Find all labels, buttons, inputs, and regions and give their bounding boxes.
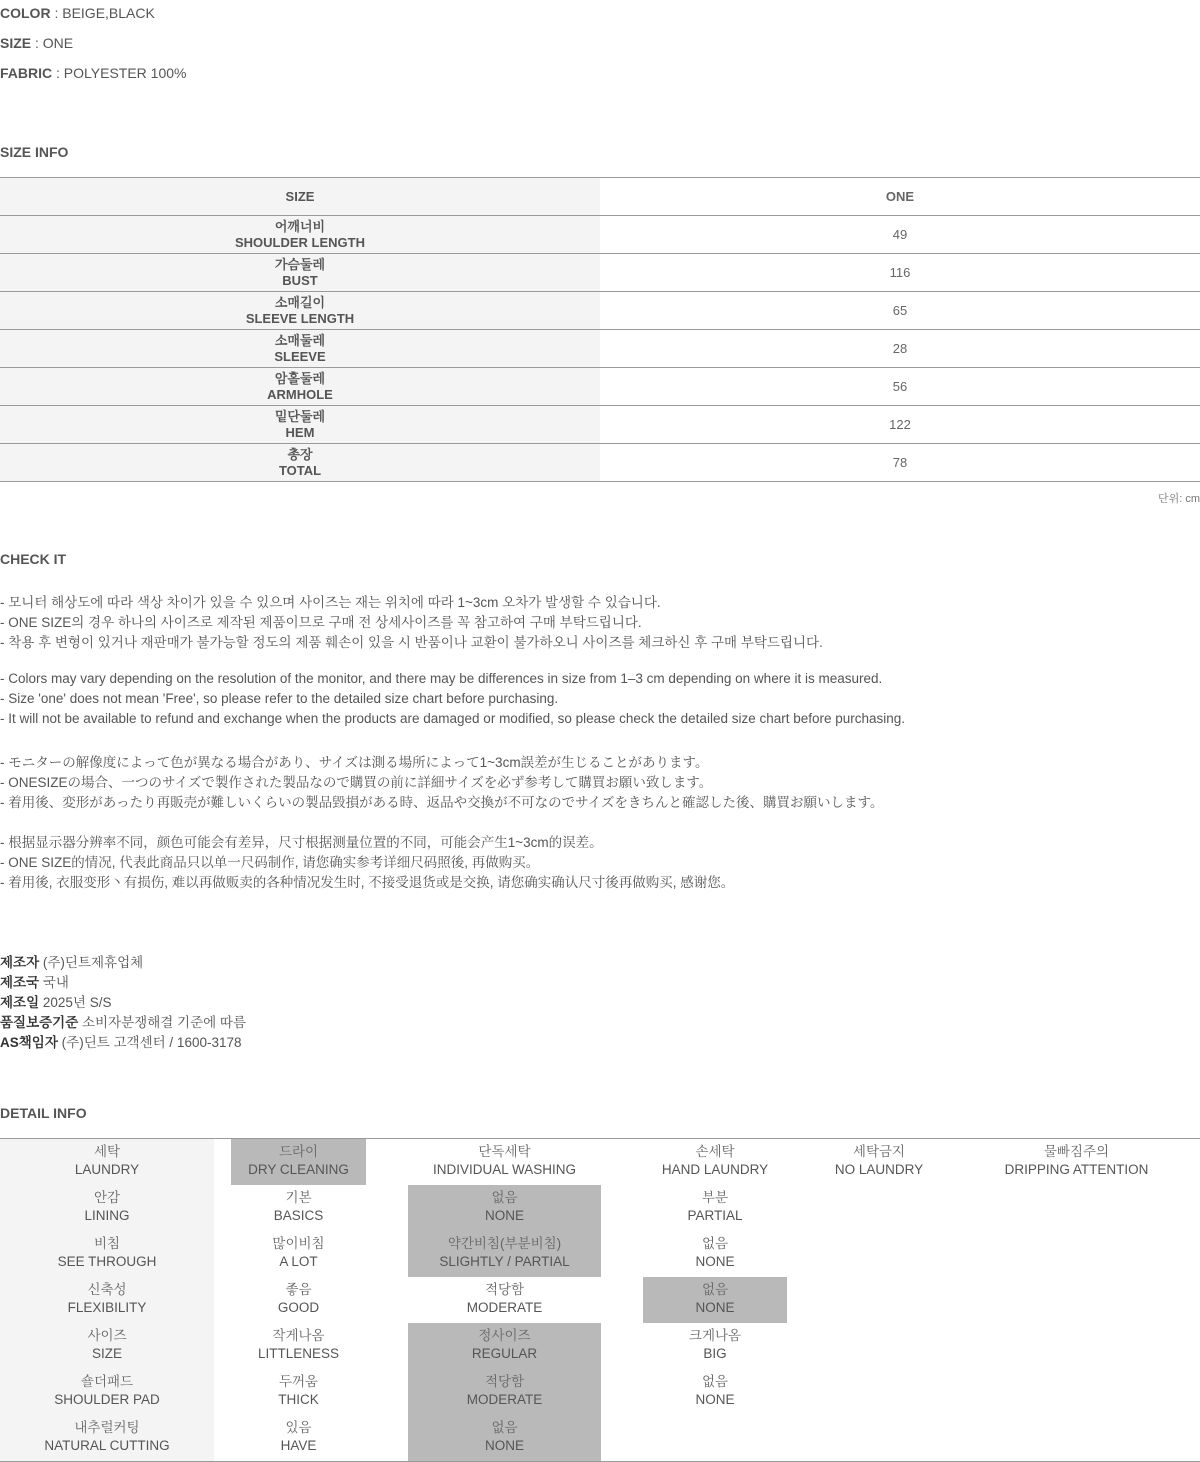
detail-option bbox=[800, 1139, 958, 1185]
detail-option-ko: 없음 bbox=[701, 1374, 729, 1389]
size-info-title: SIZE INFO bbox=[0, 144, 69, 160]
color-label: COLOR bbox=[0, 5, 51, 21]
detail-label-en: LAUNDRY bbox=[74, 1162, 140, 1177]
color-value: : BEIGE,BLACK bbox=[54, 5, 155, 21]
detail-option-en: DRIPPING ATTENTION bbox=[1004, 1162, 1149, 1177]
detail-option-ko: 크게나옴 bbox=[688, 1328, 742, 1343]
detail-option bbox=[643, 1185, 787, 1231]
manufacturer-value: (주)딘트제휴업체 bbox=[42, 955, 144, 970]
manufacturer-label: 제조일 bbox=[0, 995, 40, 1010]
size-header-label: SIZE bbox=[0, 178, 600, 216]
note-zh-line: - 根据显示器分辨率不同，颜色可能会有差异，尺寸根据测量位置的不同，可能会产生1~3cm的误差。 bbox=[0, 835, 603, 850]
size-row-value: 78 bbox=[600, 444, 1200, 482]
check-it-title: CHECK IT bbox=[0, 551, 67, 567]
table-row bbox=[0, 292, 1200, 330]
detail-option bbox=[408, 1277, 601, 1323]
detail-label-ko: 안감 bbox=[93, 1190, 121, 1205]
detail-label-ko: 신축성 bbox=[87, 1282, 127, 1297]
size-row-label-en: BUST bbox=[282, 272, 318, 288]
detail-option bbox=[408, 1139, 601, 1185]
detail-row-label bbox=[0, 1185, 214, 1231]
note-ko-line: - ONE SIZE의 경우 하나의 사이즈로 제작된 제품이므로 구매 전 상세사이즈를 꼭 참고하여 구매 부탁드립니다. bbox=[0, 615, 642, 630]
manufacturer-line bbox=[0, 1031, 242, 1051]
detail-option-ko: 작게나옴 bbox=[272, 1328, 325, 1343]
detail-option bbox=[231, 1323, 366, 1369]
detail-option-ko: 두꺼움 bbox=[278, 1374, 319, 1389]
manufacturer-label: 품질보증기준 bbox=[0, 1015, 79, 1030]
detail-option-ko: 드라이 bbox=[278, 1144, 319, 1159]
detail-row-label bbox=[0, 1231, 214, 1277]
detail-option bbox=[643, 1231, 787, 1277]
manufacturer-label: 제조자 bbox=[0, 955, 40, 970]
detail-row-label bbox=[0, 1323, 214, 1369]
detail-label-en: SHOULDER PAD bbox=[54, 1392, 160, 1407]
detail-option bbox=[231, 1415, 366, 1461]
detail-option-en: GOOD bbox=[277, 1300, 320, 1315]
detail-option-en: SLIGHTLY / PARTIAL bbox=[439, 1254, 570, 1269]
detail-option-en: LITTLENESS bbox=[257, 1346, 340, 1361]
color-info bbox=[0, 5, 155, 21]
detail-option bbox=[965, 1139, 1188, 1185]
detail-option-selected bbox=[408, 1231, 601, 1277]
size-row-value: 56 bbox=[600, 368, 1200, 406]
detail-row-label bbox=[0, 1139, 214, 1185]
size-header-value: ONE bbox=[600, 178, 1200, 216]
manufacturer-value: 소비자분쟁해결 기준에 따름 bbox=[82, 1015, 247, 1030]
detail-option-en: INDIVIDUAL WASHING bbox=[432, 1162, 576, 1177]
table-row bbox=[0, 254, 1200, 292]
table-row bbox=[0, 368, 1200, 406]
manufacturer-value: 국내 bbox=[42, 975, 69, 990]
table-row bbox=[0, 216, 1200, 254]
note-en-line: - Size 'one' does not mean 'Free', so please refer to the detailed size chart before purchasing. bbox=[0, 691, 559, 706]
unit-note: 단위: cm bbox=[1157, 493, 1200, 505]
note-ja-line: - モニターの解像度によって色が異なる場合があり、サイズは測る場所によって1~3cm誤差が生じることがあります。 bbox=[0, 755, 709, 770]
fabric-info bbox=[0, 65, 186, 81]
detail-label-ko: 세탁 bbox=[93, 1144, 121, 1159]
size-row-label-ko: 소매둘레 bbox=[274, 332, 326, 348]
detail-option bbox=[231, 1185, 366, 1231]
detail-option-ko: 적당함 bbox=[484, 1374, 525, 1389]
detail-option bbox=[231, 1231, 366, 1277]
detail-option-ko: 적당함 bbox=[484, 1282, 525, 1297]
note-ja-line: - 着用後、変形があったり再販売が難しいくらいの製品毀損がある時、返品や交換が不可なのでサイズをきちんと確認した後、購買お願いします。 bbox=[0, 795, 884, 810]
detail-label-en: SIZE bbox=[91, 1346, 122, 1361]
detail-option-selected bbox=[408, 1185, 601, 1231]
detail-option bbox=[231, 1369, 366, 1415]
detail-option-en: DRY CLEANING bbox=[248, 1162, 349, 1177]
detail-option-selected bbox=[408, 1369, 601, 1415]
table-row bbox=[0, 444, 1200, 482]
detail-option-ko: 있음 bbox=[285, 1420, 312, 1435]
detail-label-ko: 숄더패드 bbox=[80, 1374, 134, 1389]
note-zh-line: - 着用後, 衣服变形丶有损伤, 难以再做贩卖的各种情况发生时, 不接受退货或是交换, 请您确实确认尺寸後再做购买, 感谢您。 bbox=[0, 875, 735, 890]
detail-option-en: BASICS bbox=[273, 1208, 324, 1223]
detail-option-en: PARTIAL bbox=[687, 1208, 743, 1223]
manufacturer-value: (주)딘트 고객센터 / 1600-3178 bbox=[61, 1035, 242, 1050]
detail-option-en: HAVE bbox=[280, 1438, 317, 1453]
size-row-value: 49 bbox=[600, 216, 1200, 254]
size-table bbox=[0, 177, 1200, 482]
detail-option bbox=[231, 1277, 366, 1323]
detail-label-ko: 내추럴커팅 bbox=[74, 1420, 140, 1435]
detail-option-ko: 기본 bbox=[285, 1190, 312, 1205]
detail-label-en: SEE THROUGH bbox=[57, 1254, 157, 1269]
manufacturer-line bbox=[0, 971, 69, 991]
table-row bbox=[0, 330, 1200, 368]
detail-option-selected bbox=[408, 1415, 601, 1461]
size-row-label bbox=[0, 444, 600, 482]
size-row-label-en: ARMHOLE bbox=[267, 386, 333, 402]
manufacturer-label: AS책임자 bbox=[0, 1035, 58, 1050]
detail-option-en: HAND LAUNDRY bbox=[661, 1162, 769, 1177]
size-row-value: 122 bbox=[600, 406, 1200, 444]
detail-option-en: A LOT bbox=[279, 1254, 318, 1269]
detail-option-selected bbox=[408, 1323, 601, 1369]
detail-label-ko: 비침 bbox=[93, 1236, 121, 1251]
size-row-label-ko: 암홀둘레 bbox=[274, 370, 326, 386]
size-row-value: 116 bbox=[600, 254, 1200, 292]
detail-option-en: BIG bbox=[703, 1346, 727, 1361]
note-en-line: - Colors may vary depending on the resolution of the monitor, and there may be differences in size from 1–3 cm depending on where it is measured. bbox=[0, 671, 883, 686]
detail-option-ko: 약간비침(부분비침) bbox=[447, 1236, 562, 1251]
size-row-label bbox=[0, 254, 600, 292]
detail-label-en: FLEXIBILITY bbox=[67, 1300, 147, 1315]
detail-option-ko: 손세탁 bbox=[695, 1144, 735, 1159]
detail-option-ko: 물빠짐주의 bbox=[1043, 1144, 1110, 1159]
detail-option-ko: 좋음 bbox=[285, 1282, 312, 1297]
fabric-label: FABRIC bbox=[0, 65, 53, 81]
size-row-label-ko: 가슴둘레 bbox=[274, 256, 326, 272]
size-row-label bbox=[0, 292, 600, 330]
size-table-header bbox=[0, 178, 1200, 216]
size-value: : ONE bbox=[35, 35, 74, 51]
detail-label-en: NATURAL CUTTING bbox=[44, 1438, 170, 1453]
size-row-label-en: SHOULDER LENGTH bbox=[235, 234, 365, 250]
detail-option-ko: 없음 bbox=[491, 1420, 518, 1435]
note-zh-line: - ONE SIZE的情况, 代表此商品只以单一尺码制作, 请您确实参考详细尺码照後, 再做购买。 bbox=[0, 855, 540, 870]
detail-label-en: LINING bbox=[84, 1208, 130, 1223]
detail-option-selected bbox=[643, 1277, 787, 1323]
detail-row-label bbox=[0, 1415, 214, 1461]
detail-option-en: MODERATE bbox=[466, 1392, 543, 1407]
fabric-value: : POLYESTER 100% bbox=[56, 65, 187, 81]
size-row-value: 65 bbox=[600, 292, 1200, 330]
detail-option-en: NONE bbox=[695, 1300, 735, 1315]
size-row-label-en: SLEEVE LENGTH bbox=[245, 310, 355, 326]
size-info-line bbox=[0, 35, 73, 51]
size-row-label bbox=[0, 406, 600, 444]
note-en-line: - It will not be available to refund and exchange when the products are damaged or modified, so please check the detailed size chart before purchasing. bbox=[0, 711, 906, 726]
size-row-value: 28 bbox=[600, 330, 1200, 368]
size-row-label-ko: 총장 bbox=[287, 446, 313, 462]
note-ja-line: - ONESIZEの場合、一つのサイズで製作された製品なので購買の前に詳細サイズを必ず参考して購買お願い致します。 bbox=[0, 775, 713, 790]
size-row-label-en: HEM bbox=[285, 424, 315, 440]
detail-info-table bbox=[0, 1138, 1200, 1462]
note-ko-line: - 모니터 해상도에 따라 색상 차이가 있을 수 있으며 사이즈는 재는 위치에 따라 1~3cm 오차가 발생할 수 있습니다. bbox=[0, 595, 661, 610]
size-row-label-en: SLEEVE bbox=[274, 348, 326, 364]
detail-option-en: NONE bbox=[695, 1392, 735, 1407]
detail-option-en: NO LAUNDRY bbox=[834, 1162, 924, 1177]
detail-option-en: NONE bbox=[695, 1254, 735, 1269]
manufacturer-label: 제조국 bbox=[0, 975, 40, 990]
detail-option-ko: 부분 bbox=[701, 1190, 729, 1205]
detail-option-ko: 없음 bbox=[701, 1282, 729, 1297]
detail-option-ko: 단독세탁 bbox=[478, 1144, 531, 1159]
detail-option-ko: 없음 bbox=[701, 1236, 729, 1251]
size-row-label bbox=[0, 330, 600, 368]
table-row bbox=[0, 406, 1200, 444]
detail-option-en: REGULAR bbox=[471, 1346, 538, 1361]
detail-option-en: NONE bbox=[484, 1208, 524, 1223]
detail-row-label bbox=[0, 1277, 214, 1323]
size-row-label-en: TOTAL bbox=[278, 462, 322, 478]
size-row-label-ko: 소매길이 bbox=[274, 294, 326, 310]
detail-option-en: MODERATE bbox=[466, 1300, 543, 1315]
manufacturer-line bbox=[0, 1011, 246, 1031]
detail-option-en: NONE bbox=[484, 1438, 524, 1453]
size-row-label-ko: 밑단둘레 bbox=[274, 408, 326, 424]
note-ko-line: - 착용 후 변형이 있거나 재판매가 불가능할 정도의 제품 훼손이 있을 시 반품이나 교환이 불가하오니 사이즈를 체크하신 후 구매 부탁드립니다. bbox=[0, 635, 823, 650]
detail-row-label bbox=[0, 1369, 214, 1415]
size-row-label bbox=[0, 216, 600, 254]
detail-option-ko: 정사이즈 bbox=[478, 1328, 531, 1343]
detail-option bbox=[643, 1139, 787, 1185]
detail-option bbox=[643, 1369, 787, 1415]
detail-option bbox=[643, 1323, 787, 1369]
detail-option-selected bbox=[231, 1139, 366, 1185]
detail-option-ko: 세탁금지 bbox=[852, 1144, 906, 1159]
manufacturer-line bbox=[0, 991, 111, 1011]
size-row-label-ko: 어깨너비 bbox=[274, 218, 326, 234]
detail-option-en: THICK bbox=[278, 1392, 319, 1407]
detail-option-ko: 없음 bbox=[491, 1190, 518, 1205]
size-row-label bbox=[0, 368, 600, 406]
manufacturer-line bbox=[0, 951, 143, 971]
detail-option-ko: 많이비침 bbox=[272, 1236, 325, 1251]
detail-info-title: DETAIL INFO bbox=[0, 1105, 87, 1121]
manufacturer-value: 2025년 S/S bbox=[42, 995, 112, 1010]
detail-label-ko: 사이즈 bbox=[87, 1328, 127, 1343]
size-label: SIZE bbox=[0, 35, 32, 51]
